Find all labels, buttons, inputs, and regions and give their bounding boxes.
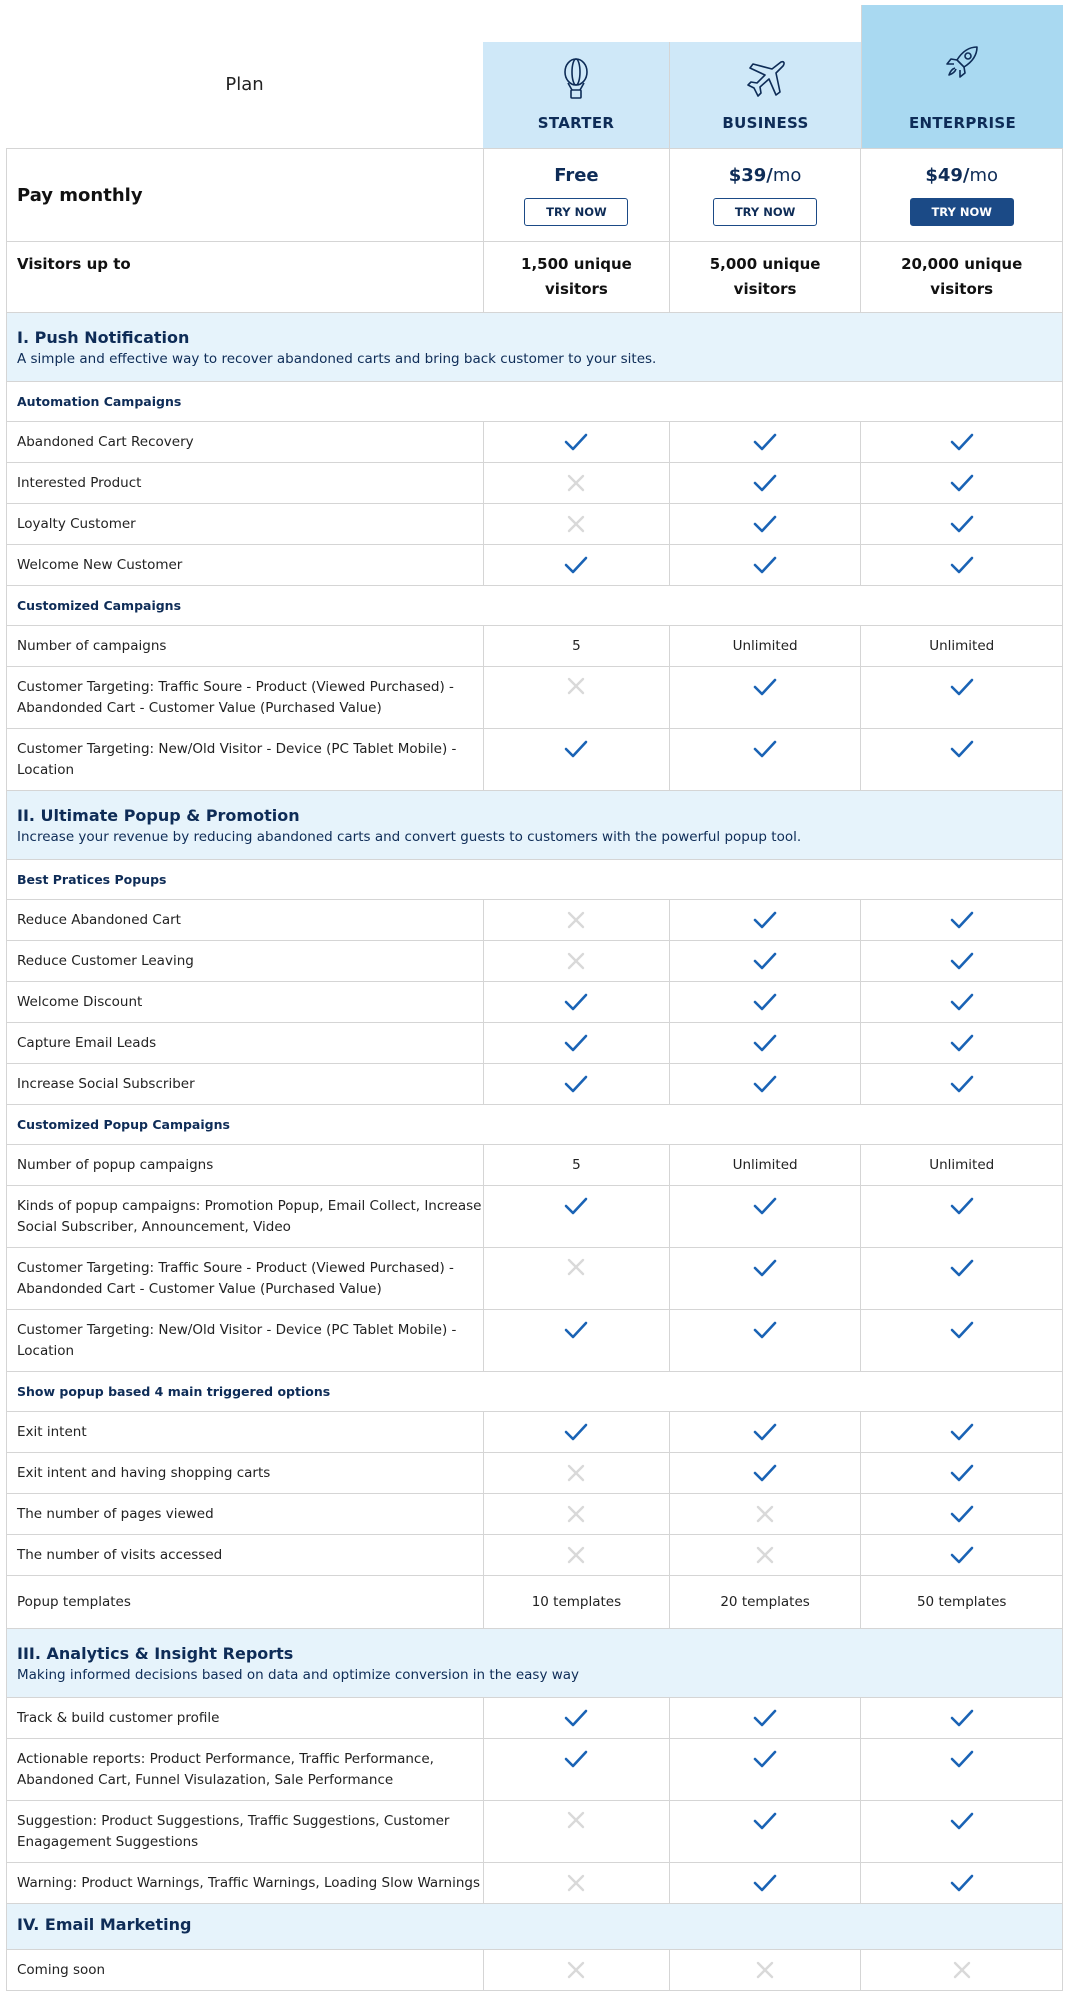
- feature-value-enterprise: [860, 1453, 1062, 1493]
- feature-value-starter: [483, 941, 669, 981]
- feature-value-business: [669, 941, 861, 981]
- cross-icon: [566, 1960, 586, 1980]
- visitors-unit: visitors: [733, 280, 797, 298]
- section-header: [7, 313, 1062, 382]
- feature-value-starter: [483, 1412, 669, 1452]
- check-icon: [563, 738, 589, 760]
- feature-value-business: [669, 422, 861, 462]
- pay-monthly-label: Pay monthly: [17, 184, 143, 206]
- check-icon: [949, 1257, 975, 1279]
- tier-business: [669, 42, 861, 148]
- cross-icon: [566, 1873, 586, 1893]
- feature-value-enterprise: [860, 545, 1062, 585]
- check-icon: [752, 1872, 778, 1894]
- feature-value-enterprise: [860, 1023, 1062, 1063]
- feature-value-starter: [483, 422, 669, 462]
- feature-value-starter: [483, 463, 669, 503]
- feature-value-enterprise: [860, 1863, 1062, 1903]
- feature-row: [7, 1698, 1062, 1739]
- feature-label-line: Welcome Discount: [17, 993, 143, 1010]
- feature-value-business: [669, 1863, 861, 1903]
- feature-label-line: Exit intent and having shopping carts: [17, 1464, 271, 1481]
- feature-row: [7, 1145, 1062, 1186]
- section-header: [7, 1629, 1062, 1698]
- feature-row: [7, 463, 1062, 504]
- price-amount: $49/: [925, 164, 970, 186]
- feature-value-starter: [483, 1310, 669, 1371]
- feature-value-business: [669, 463, 861, 503]
- section-description: Making informed decisions based on data and optimize conversion in the easy way: [17, 1666, 580, 1683]
- feature-label-line: Interested Product: [17, 474, 142, 491]
- feature-value-business: [669, 900, 861, 940]
- feature-value-business: [669, 626, 861, 666]
- feature-value-starter: [483, 1576, 669, 1628]
- check-icon: [752, 1421, 778, 1443]
- visitors-label: Visitors up to: [17, 255, 131, 273]
- check-icon: [563, 1319, 589, 1341]
- feature-label-line: Track & build customer profile: [17, 1709, 220, 1726]
- check-icon: [563, 1748, 589, 1770]
- feature-value-starter: [483, 1248, 669, 1309]
- check-icon: [752, 676, 778, 698]
- feature-value-enterprise: [860, 1950, 1062, 1990]
- section-header: [7, 1904, 1062, 1950]
- check-icon: [949, 1462, 975, 1484]
- feature-row: [7, 626, 1062, 667]
- feature-label-line: Location: [17, 761, 75, 778]
- check-icon: [949, 950, 975, 972]
- group-heading: Show popup based 4 main triggered options: [7, 1372, 1062, 1412]
- plan-header-label: [6, 0, 483, 148]
- feature-value-enterprise: [860, 1186, 1062, 1247]
- group-heading: Customized Popup Campaigns: [7, 1105, 1062, 1145]
- visitors-business: [669, 242, 861, 312]
- tier-name-starter: STARTER: [537, 114, 615, 132]
- feature-label-line: Coming soon: [17, 1961, 106, 1978]
- group-heading: Best Pratices Popups: [7, 860, 1062, 900]
- feature-row: [7, 504, 1062, 545]
- feature-value-starter: [483, 729, 669, 790]
- feature-value-enterprise: [860, 1698, 1062, 1738]
- feature-value-starter: [483, 1064, 669, 1104]
- feature-value-starter: [483, 545, 669, 585]
- feature-label-line: Increase Social Subscriber: [17, 1075, 195, 1092]
- feature-label: [7, 1412, 483, 1452]
- feature-row: [7, 1576, 1062, 1629]
- try-now-business-button[interactable]: TRY NOW: [713, 198, 817, 226]
- feature-value-business: [669, 667, 861, 728]
- price-enterprise: [860, 149, 1062, 241]
- feature-value-business: [669, 1494, 861, 1534]
- feature-label: [7, 504, 483, 544]
- check-icon: [752, 950, 778, 972]
- feature-label-line: Customer Targeting: New/Old Visitor - Device (PC Tablet Mobile) -: [17, 1321, 457, 1338]
- feature-value-starter: [483, 1023, 669, 1063]
- feature-value-enterprise: [860, 1494, 1062, 1534]
- visitors-value: 20,000 unique: [901, 255, 1023, 273]
- check-icon: [949, 1073, 975, 1095]
- feature-value-enterprise: [860, 1801, 1062, 1862]
- check-icon: [949, 472, 975, 494]
- visitors-row: [7, 242, 1062, 313]
- feature-value-enterprise: [860, 729, 1062, 790]
- feature-label-line: Suggestion: Product Suggestions, Traffic Suggestions, Customer: [17, 1812, 450, 1829]
- feature-label-line: The number of pages viewed: [17, 1505, 214, 1522]
- feature-value-enterprise: [860, 463, 1062, 503]
- try-now-starter-button[interactable]: TRY NOW: [524, 198, 628, 226]
- check-icon: [563, 1073, 589, 1095]
- feature-value-business: [669, 1739, 861, 1800]
- feature-value-business: [669, 982, 861, 1022]
- feature-value-starter: [483, 1186, 669, 1247]
- check-icon: [949, 1748, 975, 1770]
- tier-name-business: BUSINESS: [722, 114, 809, 132]
- check-icon: [563, 1421, 589, 1443]
- feature-value-enterprise: [860, 941, 1062, 981]
- feature-value-enterprise: [860, 900, 1062, 940]
- check-icon: [752, 1319, 778, 1341]
- check-icon: [752, 1748, 778, 1770]
- section-title: I. Push Notification: [17, 327, 190, 347]
- feature-label: [7, 1064, 483, 1104]
- feature-label-line: Customer Targeting: Traffic Soure - Product (Viewed Purchased) -: [17, 1259, 454, 1276]
- feature-label: [7, 545, 483, 585]
- cross-icon: [566, 1810, 586, 1830]
- feature-value-business: [669, 1535, 861, 1575]
- check-icon: [752, 991, 778, 1013]
- feature-label: [7, 463, 483, 503]
- group-heading: Automation Campaigns: [7, 382, 1062, 422]
- feature-value-business: [669, 729, 861, 790]
- cross-icon: [566, 676, 586, 696]
- feature-value-business: [669, 1186, 861, 1247]
- check-icon: [949, 431, 975, 453]
- section-title: II. Ultimate Popup & Promotion: [17, 805, 300, 825]
- check-icon: [563, 1195, 589, 1217]
- price-suffix: mo: [969, 164, 999, 186]
- check-icon: [563, 554, 589, 576]
- feature-label-line: Welcome New Customer: [17, 556, 183, 573]
- feature-label-line: Abandoned Cart, Funnel Visulazation, Sale Performance: [17, 1771, 394, 1788]
- check-icon: [563, 991, 589, 1013]
- feature-row: [7, 1023, 1062, 1064]
- feature-label-line: Abandoned Cart Recovery: [17, 433, 194, 450]
- cross-icon: [566, 1463, 586, 1483]
- feature-label-line: Abandonded Cart - Customer Value (Purchased Value): [17, 699, 382, 716]
- tier-name-enterprise: ENTERPRISE: [908, 114, 1016, 132]
- feature-value-starter: [483, 1863, 669, 1903]
- feature-value-text: 20 templates: [720, 1594, 810, 1610]
- price-business: [669, 149, 861, 241]
- visitors-enterprise: [860, 242, 1062, 312]
- cross-icon: [566, 473, 586, 493]
- section-description: Increase your revenue by reducing abandoned carts and convert guests to customers with the powerful popup tool.: [17, 828, 802, 845]
- feature-label-line: Reduce Abandoned Cart: [17, 911, 181, 928]
- check-icon: [949, 513, 975, 535]
- feature-row: [7, 729, 1062, 791]
- feature-label: [7, 1310, 483, 1371]
- feature-value-text: 10 templates: [531, 1594, 622, 1610]
- feature-value-enterprise: [860, 1739, 1062, 1800]
- cross-icon: [755, 1504, 775, 1524]
- feature-value-business: [669, 1950, 861, 1990]
- feature-value-business: [669, 1801, 861, 1862]
- feature-row: [7, 1453, 1062, 1494]
- section-description: A simple and effective way to recover abandoned carts and bring back customer to your sites.: [17, 350, 657, 367]
- section-title: IV. Email Marketing: [17, 1915, 192, 1934]
- feature-row: [7, 667, 1062, 729]
- feature-row: [7, 545, 1062, 586]
- cross-icon: [566, 514, 586, 534]
- visitors-value: 5,000 unique: [709, 255, 821, 273]
- feature-label: [7, 982, 483, 1022]
- feature-value-starter: [483, 1494, 669, 1534]
- feature-value-enterprise: [860, 1248, 1062, 1309]
- feature-label: [7, 626, 483, 666]
- feature-label-line: Abandonded Cart - Customer Value (Purchased Value): [17, 1280, 382, 1297]
- feature-value-starter: [483, 1535, 669, 1575]
- feature-value-starter: [483, 982, 669, 1022]
- feature-label-line: Enagagement Suggestions: [17, 1833, 199, 1850]
- pay-monthly-row: [7, 149, 1062, 242]
- visitors-unit: visitors: [545, 280, 608, 298]
- check-icon: [949, 1195, 975, 1217]
- check-icon: [949, 1503, 975, 1525]
- feature-value-enterprise: [860, 422, 1062, 462]
- feature-value-starter: [483, 626, 669, 666]
- feature-value-enterprise: [860, 667, 1062, 728]
- feature-label: [7, 1801, 483, 1862]
- feature-row: [7, 1535, 1062, 1576]
- feature-value-business: [669, 1698, 861, 1738]
- cross-icon: [755, 1960, 775, 1980]
- feature-label: [7, 900, 483, 940]
- feature-label: [7, 1186, 483, 1247]
- plan-header-row: [6, 0, 1063, 148]
- feature-label: [7, 1494, 483, 1534]
- feature-label: [7, 1248, 483, 1309]
- feature-value-text: Unlimited: [929, 638, 995, 654]
- feature-label-line: Location: [17, 1342, 75, 1359]
- check-icon: [752, 1810, 778, 1832]
- feature-row: [7, 1950, 1062, 1991]
- feature-row: [7, 422, 1062, 463]
- feature-grid: [6, 148, 1063, 1991]
- feature-label-line: Kinds of popup campaigns: Promotion Popup, Email Collect, Increase: [17, 1197, 482, 1214]
- price-suffix: mo: [772, 164, 802, 186]
- feature-label-line: Reduce Customer Leaving: [17, 952, 194, 969]
- check-icon: [949, 1421, 975, 1443]
- feature-value-enterprise: [860, 626, 1062, 666]
- cross-icon: [755, 1545, 775, 1565]
- feature-value-text: Unlimited: [732, 638, 798, 654]
- feature-value-business: [669, 1064, 861, 1104]
- check-icon: [752, 513, 778, 535]
- pricing-table: [6, 0, 1063, 1991]
- feature-row: [7, 1310, 1062, 1372]
- cross-icon: [566, 910, 586, 930]
- feature-value-enterprise: [860, 1064, 1062, 1104]
- feature-label-line: Popup templates: [17, 1593, 131, 1610]
- price-starter: [483, 149, 669, 241]
- check-icon: [752, 472, 778, 494]
- feature-value-enterprise: [860, 1535, 1062, 1575]
- check-icon: [949, 909, 975, 931]
- feature-label: [7, 1023, 483, 1063]
- feature-row: [7, 1739, 1062, 1801]
- check-icon: [949, 1707, 975, 1729]
- feature-label-line: Customer Targeting: New/Old Visitor - Device (PC Tablet Mobile) -: [17, 740, 457, 757]
- try-now-enterprise-button[interactable]: TRY NOW: [910, 198, 1014, 226]
- feature-value-starter: [483, 900, 669, 940]
- feature-label: [7, 1950, 483, 1990]
- section-header: [7, 791, 1062, 860]
- cross-icon: [566, 1504, 586, 1524]
- feature-value-text: Unlimited: [929, 1157, 995, 1173]
- feature-label-line: Loyalty Customer: [17, 515, 136, 532]
- feature-value-business: [669, 1412, 861, 1452]
- check-icon: [949, 991, 975, 1013]
- feature-value-text: Unlimited: [732, 1157, 798, 1173]
- check-icon: [752, 1032, 778, 1054]
- feature-row: [7, 1863, 1062, 1904]
- airplane-icon: [745, 58, 787, 104]
- feature-row: [7, 982, 1062, 1023]
- feature-value-starter: [483, 1739, 669, 1800]
- feature-value-enterprise: [860, 982, 1062, 1022]
- feature-label: [7, 1576, 483, 1628]
- visitors-value: 1,500 unique: [521, 255, 632, 273]
- check-icon: [752, 1462, 778, 1484]
- check-icon: [949, 1872, 975, 1894]
- feature-label-line: Number of popup campaigns: [17, 1156, 214, 1173]
- feature-value-enterprise: [860, 504, 1062, 544]
- check-icon: [752, 1073, 778, 1095]
- check-icon: [752, 1195, 778, 1217]
- check-icon: [949, 1544, 975, 1566]
- feature-value-business: [669, 1248, 861, 1309]
- price-amount: $39/: [728, 164, 773, 186]
- feature-label-line: Number of campaigns: [17, 637, 167, 654]
- feature-label: [7, 1863, 483, 1903]
- visitors-starter: [483, 242, 669, 312]
- feature-value-starter: [483, 1453, 669, 1493]
- feature-label-line: Social Subscriber, Announcement, Video: [17, 1218, 291, 1235]
- feature-value-enterprise: [860, 1412, 1062, 1452]
- check-icon: [949, 738, 975, 760]
- cross-icon: [566, 1257, 586, 1277]
- feature-value-text: 5: [572, 1157, 581, 1173]
- check-icon: [563, 1032, 589, 1054]
- feature-value-text: 5: [572, 638, 581, 654]
- price-amount: Free: [554, 164, 599, 186]
- check-icon: [752, 738, 778, 760]
- feature-value-starter: [483, 1950, 669, 1990]
- cross-icon: [566, 1545, 586, 1565]
- tier-enterprise: [861, 5, 1063, 148]
- feature-row: [7, 1186, 1062, 1248]
- check-icon: [563, 1707, 589, 1729]
- feature-label: [7, 1453, 483, 1493]
- tier-starter: [483, 42, 669, 148]
- feature-row: [7, 1494, 1062, 1535]
- feature-label: [7, 1535, 483, 1575]
- feature-value-starter: [483, 1801, 669, 1862]
- check-icon: [949, 554, 975, 576]
- feature-value-enterprise: [860, 1310, 1062, 1371]
- plan-label: Plan: [225, 74, 264, 95]
- feature-row: [7, 941, 1062, 982]
- feature-value-business: [669, 545, 861, 585]
- feature-label: [7, 729, 483, 790]
- check-icon: [949, 1032, 975, 1054]
- feature-label: [7, 1739, 483, 1800]
- feature-value-enterprise: [860, 1576, 1062, 1628]
- feature-label-line: Actionable reports: Product Performance, Traffic Performance,: [17, 1750, 434, 1767]
- feature-value-business: [669, 1310, 861, 1371]
- check-icon: [752, 554, 778, 576]
- feature-value-business: [669, 1145, 861, 1185]
- feature-label: [7, 941, 483, 981]
- cross-icon: [566, 951, 586, 971]
- feature-label: [7, 1698, 483, 1738]
- check-icon: [752, 431, 778, 453]
- check-icon: [752, 1257, 778, 1279]
- feature-value-starter: [483, 667, 669, 728]
- check-icon: [949, 676, 975, 698]
- feature-row: [7, 1801, 1062, 1863]
- feature-label: [7, 1145, 483, 1185]
- feature-value-text: 50 templates: [916, 1594, 1007, 1610]
- feature-value-business: [669, 504, 861, 544]
- feature-label-line: Capture Email Leads: [17, 1034, 157, 1051]
- check-icon: [752, 909, 778, 931]
- feature-row: [7, 1412, 1062, 1453]
- feature-label-line: Exit intent: [17, 1423, 87, 1440]
- feature-label-line: Customer Targeting: Traffic Soure - Product (Viewed Purchased) -: [17, 678, 454, 695]
- cross-icon: [952, 1960, 972, 1980]
- feature-row: [7, 1248, 1062, 1310]
- feature-value-business: [669, 1576, 861, 1628]
- visitors-unit: visitors: [930, 280, 994, 298]
- check-icon: [752, 1707, 778, 1729]
- rocket-icon: [943, 41, 983, 85]
- feature-value-starter: [483, 504, 669, 544]
- feature-label-line: Warning: Product Warnings, Traffic Warnings, Loading Slow Warnings: [17, 1874, 480, 1891]
- check-icon: [949, 1810, 975, 1832]
- feature-value-business: [669, 1453, 861, 1493]
- section-title: III. Analytics & Insight Reports: [17, 1643, 294, 1663]
- balloon-icon: [562, 58, 590, 104]
- feature-label: [7, 667, 483, 728]
- feature-label: [7, 422, 483, 462]
- feature-value-business: [669, 1023, 861, 1063]
- group-heading: Customized Campaigns: [7, 586, 1062, 626]
- feature-value-starter: [483, 1698, 669, 1738]
- check-icon: [949, 1319, 975, 1341]
- feature-row: [7, 900, 1062, 941]
- feature-value-enterprise: [860, 1145, 1062, 1185]
- feature-value-starter: [483, 1145, 669, 1185]
- feature-row: [7, 1064, 1062, 1105]
- check-icon: [563, 431, 589, 453]
- feature-label-line: The number of visits accessed: [17, 1546, 223, 1563]
